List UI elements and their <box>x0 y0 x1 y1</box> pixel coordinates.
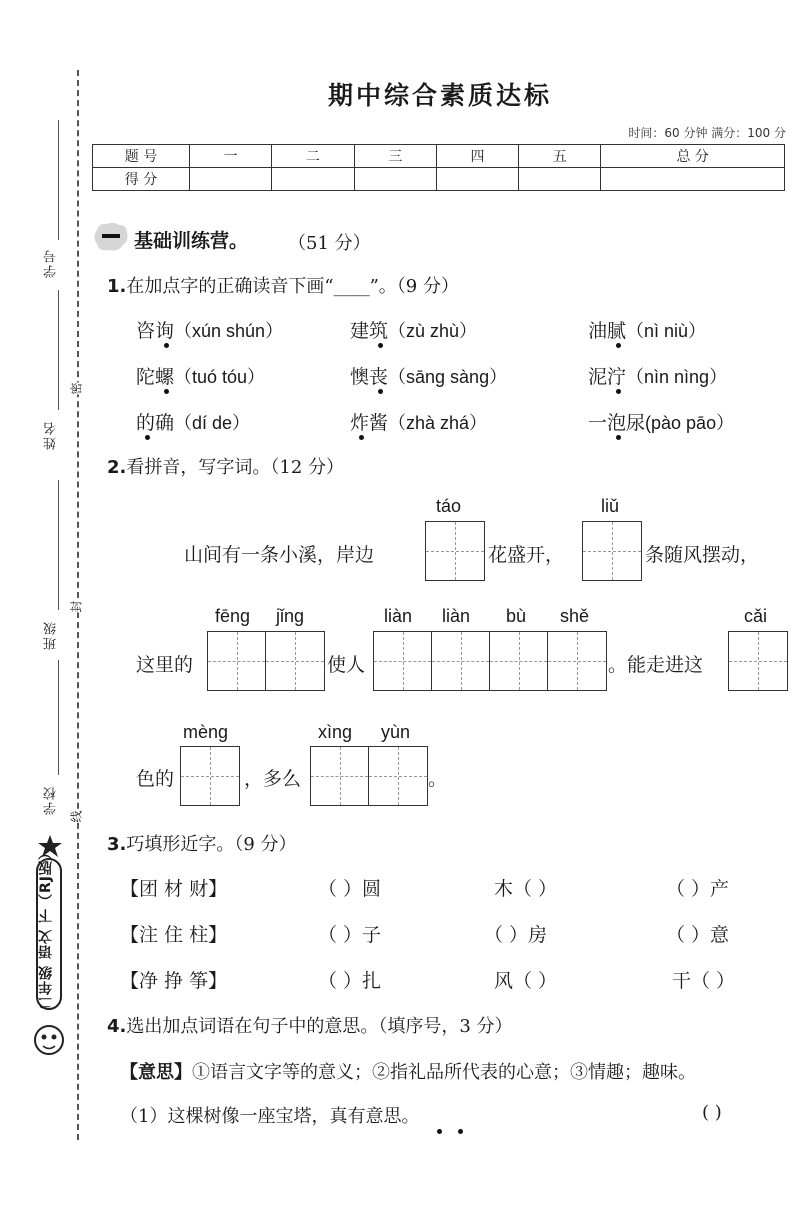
table-row <box>93 168 785 191</box>
mascot-icon <box>35 1026 63 1054</box>
class-label: 班级 <box>44 620 59 650</box>
fill-blank[interactable]: （ ）产 <box>666 878 730 900</box>
fill-blank[interactable]: （ ）扎 <box>318 970 382 992</box>
section-badge-text <box>118 224 119 225</box>
reading-options[interactable]: （nì niù） <box>626 321 707 341</box>
book-spine <box>34 835 64 1065</box>
reading-options[interactable]: (pào pāo） <box>645 413 735 433</box>
reading-options[interactable]: （zù zhù） <box>388 321 478 341</box>
header-cell: 题 号 <box>93 145 190 168</box>
emphasis-dot <box>378 389 383 394</box>
question-prompt: 巧填形近字。（9 分） <box>126 834 297 855</box>
emphasis-dot <box>616 435 621 440</box>
writing-grid[interactable] <box>425 521 485 581</box>
pinyin-label: xìng <box>318 722 353 742</box>
reading-options[interactable]: （dí de） <box>174 413 251 433</box>
word: 懊丧 <box>350 366 389 388</box>
header-cell: 五 <box>519 145 601 168</box>
q4-sentence: （1）这棵树像一座宝塔，真有意思。 <box>120 1106 420 1127</box>
question-prompt: 选出加点词语在句子中的意思。（填序号，3 分） <box>126 1016 513 1037</box>
score-cell[interactable] <box>354 168 436 191</box>
q1-item <box>588 408 734 435</box>
writing-grid[interactable] <box>207 631 325 691</box>
emphasis-dot <box>359 435 364 440</box>
page-title: 期中综合素质达标 <box>327 81 552 110</box>
question-number: 4. <box>107 1016 127 1037</box>
meaning-text: ①语言文字等的意义；②指礼品所代表的心意；③情趣；趣味。 <box>192 1062 696 1083</box>
emphasis-dot <box>437 1129 442 1134</box>
pinyin-label: liàn <box>384 606 413 626</box>
score-label-cell: 得 分 <box>93 168 190 191</box>
emphasis-dot <box>145 435 150 440</box>
question-number: 3. <box>107 834 127 855</box>
emphasis-dot <box>458 1129 463 1134</box>
word: 建筑 <box>350 320 389 342</box>
emphasis-dot <box>164 343 169 348</box>
header-cell: 一 <box>190 145 272 168</box>
sentence-fragment: 。能走进这 <box>608 654 704 676</box>
q1-item <box>350 362 507 389</box>
school-line <box>58 660 59 775</box>
sentence-fragment: 色的 <box>136 768 175 790</box>
reading-options[interactable]: （tuó tóu） <box>174 367 266 387</box>
emphasis-dot <box>616 343 621 348</box>
student-no-label: 学号 <box>44 248 59 278</box>
header-cell: 总 分 <box>601 145 785 168</box>
score-cell[interactable] <box>272 168 354 191</box>
pinyin-label: liàn <box>442 606 471 626</box>
writing-grid[interactable] <box>310 746 428 806</box>
char-group: 【注 住 柱】 <box>120 924 228 946</box>
question-3 <box>107 830 297 856</box>
reading-options[interactable]: （sāng sàng） <box>388 367 508 387</box>
sentence-fragment: ，多么 <box>244 768 302 790</box>
pinyin-label: bù <box>506 606 527 626</box>
fill-blank[interactable]: 风（ ） <box>494 970 558 992</box>
question-prompt: 看拼音，写字词。（12 分） <box>126 457 344 478</box>
char-group: 【团 材 财】 <box>120 878 228 900</box>
pinyin-label: jǐng <box>276 606 305 626</box>
word: 的确 <box>136 412 175 434</box>
seal-mark-feng: 封 <box>69 600 84 613</box>
class-line <box>58 480 59 610</box>
school-label: 学校 <box>44 785 59 815</box>
section-title: 基础训练营。 <box>134 230 249 252</box>
pinyin-label: yùn <box>381 722 411 742</box>
fill-blank[interactable]: （ ）子 <box>318 924 382 946</box>
question-number: 1. <box>107 276 127 297</box>
meaning-tag: 【意思】 <box>120 1062 192 1083</box>
word: 一泡尿 <box>588 412 646 434</box>
word: 泥泞 <box>588 366 627 388</box>
sentence-fragment: 这里的 <box>136 654 194 676</box>
q1-item <box>136 362 265 389</box>
section-badge-icon <box>93 222 129 252</box>
q1-item <box>136 316 283 343</box>
pinyin-label: shě <box>560 606 590 626</box>
score-cell[interactable] <box>436 168 518 191</box>
fill-blank[interactable]: 木（ ） <box>494 878 558 900</box>
pinyin-label: mèng <box>183 722 229 742</box>
question-2 <box>107 453 344 479</box>
question-number: 2. <box>107 457 127 478</box>
question-1 <box>107 272 459 298</box>
spine-text: 二年级 语文 下（RJ版） <box>38 845 54 1010</box>
sentence-fragment: 。 <box>428 768 448 790</box>
emphasis-dot <box>378 343 383 348</box>
emphasis-dot <box>164 389 169 394</box>
emphasis-dot <box>616 389 621 394</box>
fill-blank[interactable]: （ ）房 <box>484 924 548 946</box>
q1-item <box>136 408 250 435</box>
q1-item <box>350 316 477 343</box>
reading-options[interactable]: （nìn nìng） <box>626 367 728 387</box>
student-no-line <box>58 120 59 240</box>
reading-options[interactable]: （xún shún） <box>174 321 284 341</box>
question-4 <box>107 1012 513 1038</box>
q1-item <box>588 362 727 389</box>
score-cell[interactable] <box>519 168 601 191</box>
header-cell: 四 <box>436 145 518 168</box>
reading-options[interactable]: （zhà zhá） <box>388 413 488 433</box>
q1-item <box>588 316 706 343</box>
writing-grid[interactable] <box>180 746 240 806</box>
pinyin-label: liǔ <box>601 496 620 516</box>
word: 陀螺 <box>136 366 175 388</box>
fill-blank[interactable]: （ ）意 <box>666 924 730 946</box>
meaning-line <box>120 1058 696 1084</box>
char-group: 【净 挣 筝】 <box>120 970 228 992</box>
header-cell: 三 <box>354 145 436 168</box>
writing-grid[interactable] <box>582 521 642 581</box>
score-cell[interactable] <box>190 168 272 191</box>
word: 炸酱 <box>350 412 389 434</box>
pinyin-label: táo <box>436 496 462 516</box>
sentence-fragment: 花盛开， <box>488 544 565 566</box>
sentence-fragment: 使人 <box>327 654 366 676</box>
fill-blank[interactable]: 干（ ） <box>672 970 736 992</box>
section-score: （51 分） <box>288 233 371 254</box>
pinyin-label: cǎi <box>744 606 768 626</box>
score-cell[interactable] <box>601 168 785 191</box>
writing-grid[interactable] <box>373 631 607 691</box>
seal-mark-mi: 密 <box>69 382 84 395</box>
time-info: 时间：60 分钟 满分：100 分 <box>628 126 786 140</box>
sentence-fragment: 山间有一条小溪，岸边 <box>184 544 375 566</box>
sentence-fragment: 条随风摆动， <box>645 544 760 566</box>
name-line <box>58 290 59 410</box>
name-label: 姓名 <box>44 420 59 450</box>
seal-mark-xian: 线 <box>69 810 84 823</box>
writing-grid[interactable] <box>728 631 788 691</box>
q1-item <box>350 408 487 435</box>
table-row <box>93 145 785 168</box>
pinyin-label: fēng <box>215 606 251 626</box>
fill-blank[interactable]: （ ）圆 <box>318 878 382 900</box>
score-table <box>92 144 785 191</box>
word: 咨询 <box>136 320 175 342</box>
answer-blank[interactable]: ( ) <box>702 1102 722 1123</box>
header-cell: 二 <box>272 145 354 168</box>
word: 油腻 <box>588 320 627 342</box>
question-prompt: 在加点字的正确读音下画“____”。（9 分） <box>126 276 459 297</box>
